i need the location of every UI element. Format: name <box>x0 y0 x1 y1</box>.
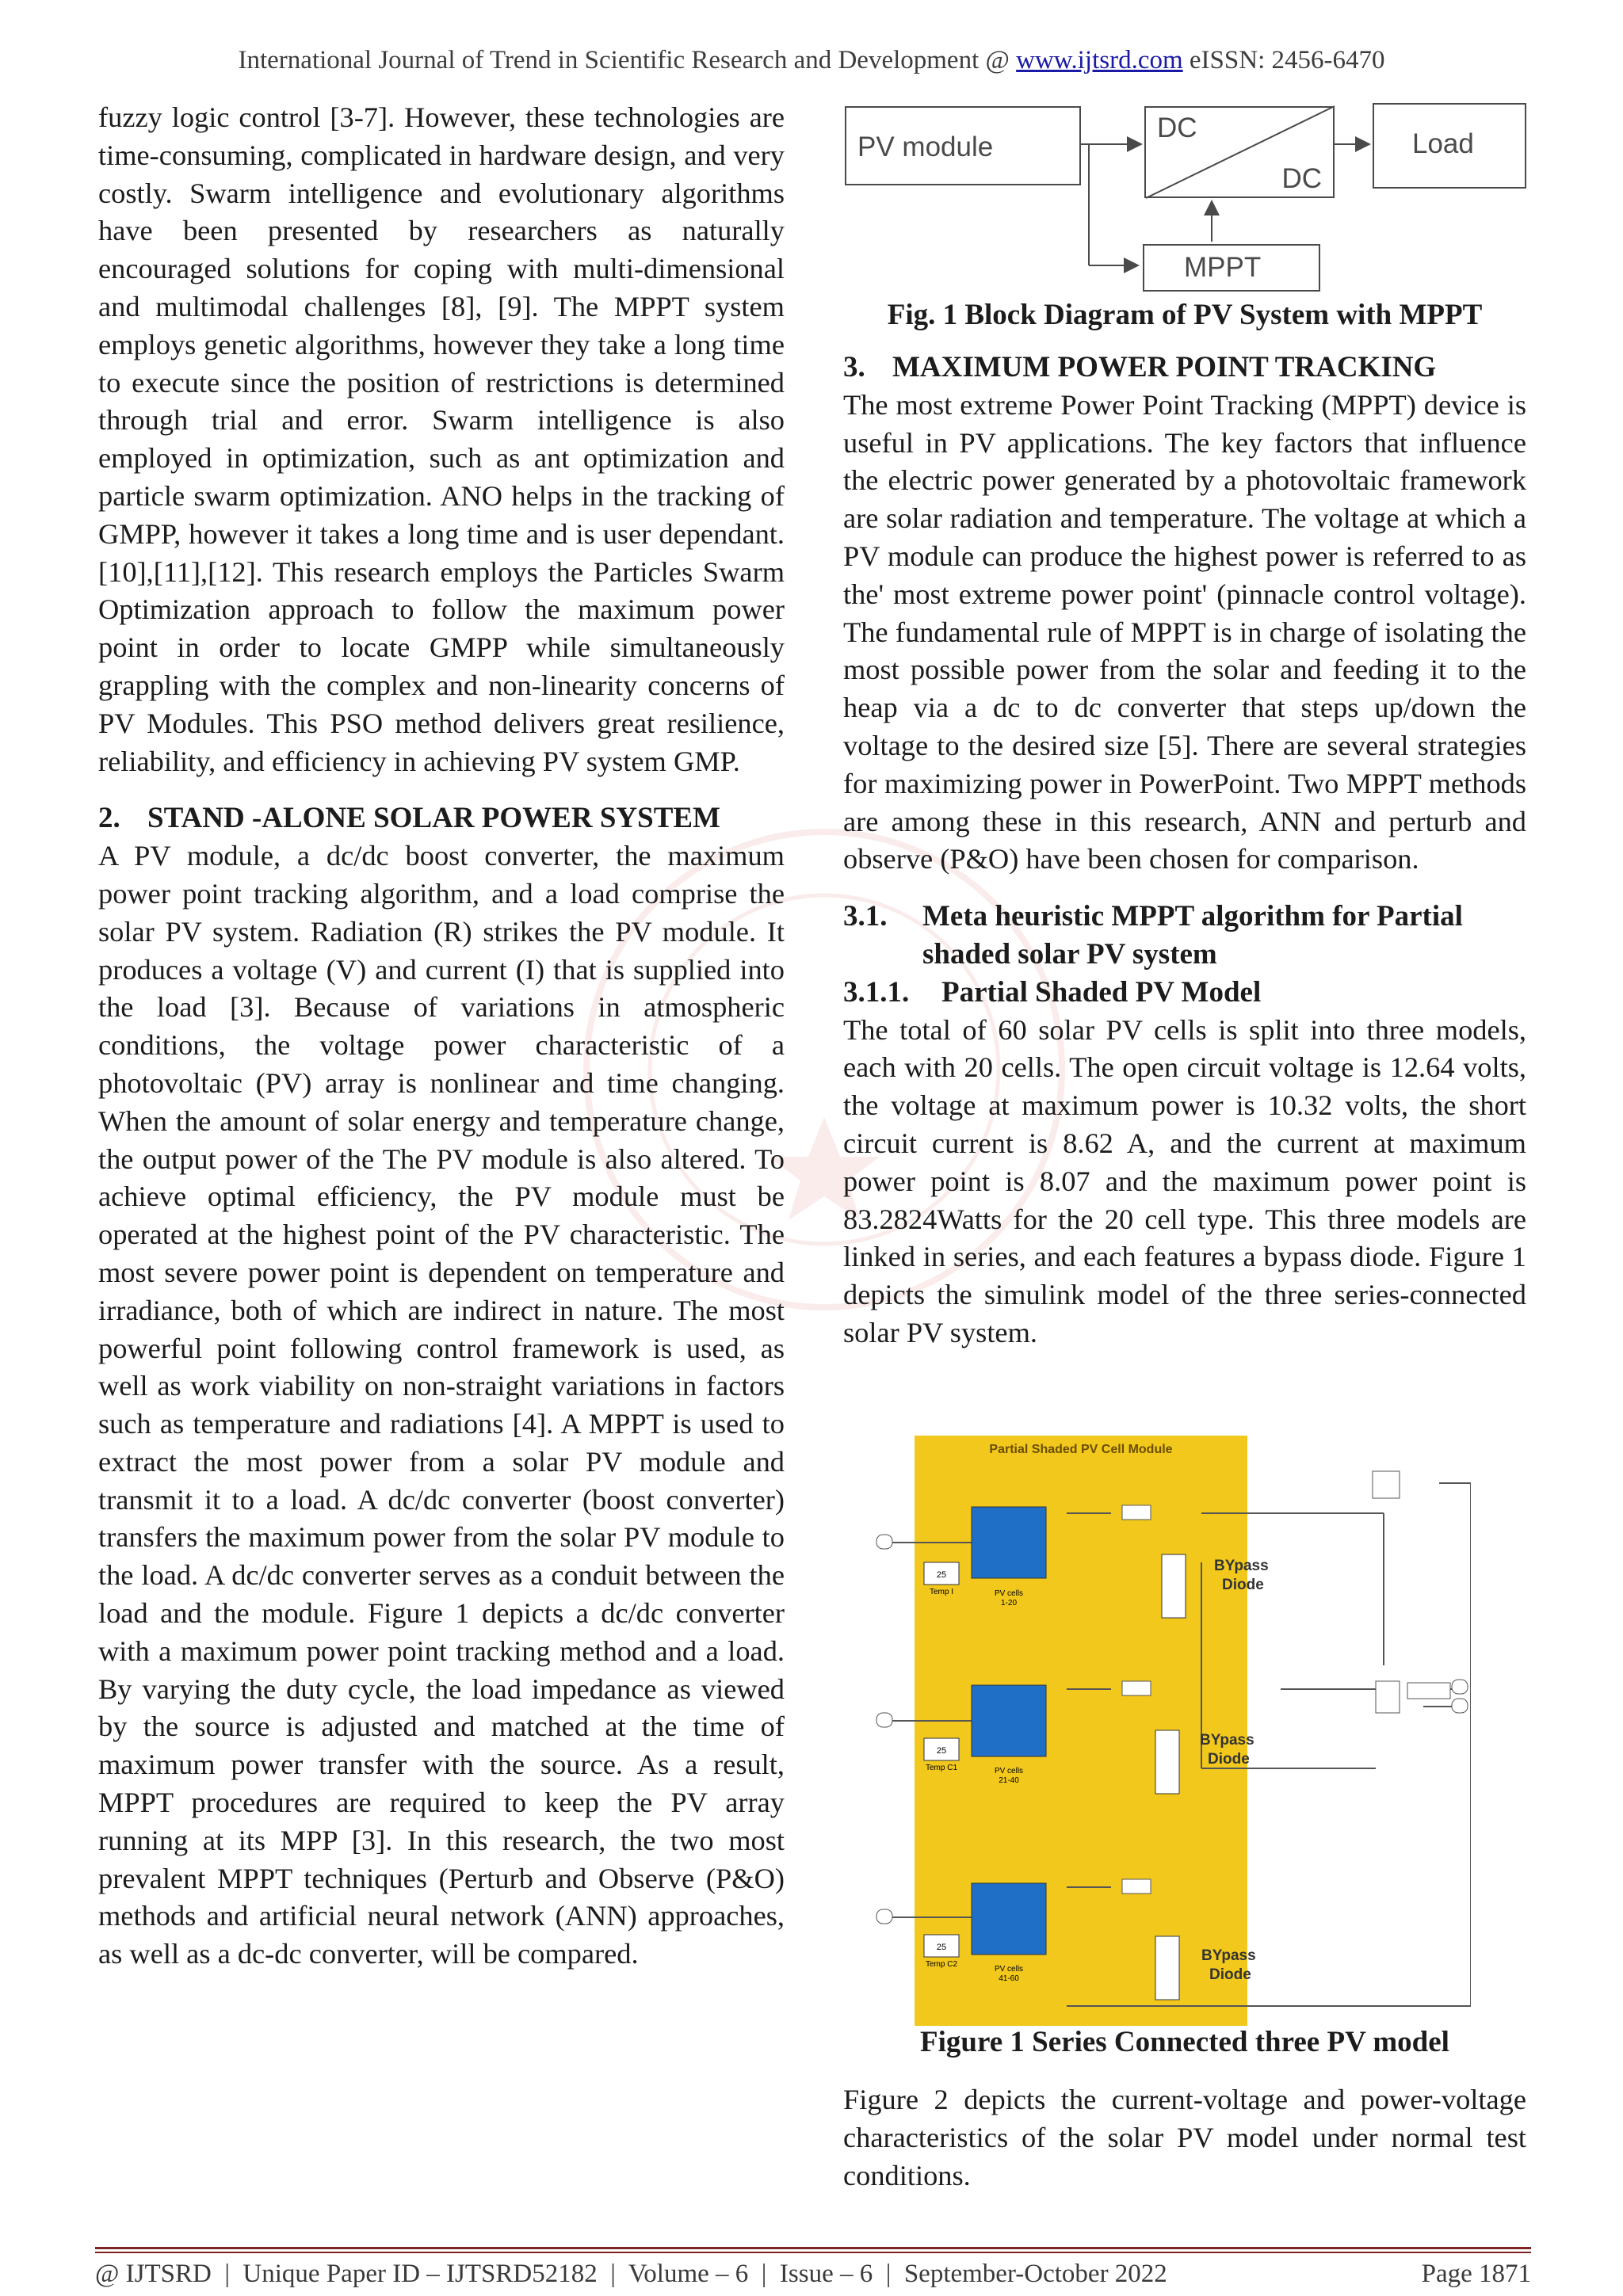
running-header <box>0 46 1623 75</box>
page-footer <box>95 2260 1531 2289</box>
page-number: Page 1871 <box>1421 2260 1531 2288</box>
footer-paper-info: @ IJTSRD | Unique Paper ID – IJTSRD52182 | Volume – 6 | Issue – 6 | September-October 2022 <box>95 2260 1167 2288</box>
block-diagram-figure <box>843 95 1529 293</box>
section-3-heading <box>843 349 1526 387</box>
bypass-label-2: BYpass <box>1200 1732 1254 1749</box>
journal-url-link[interactable]: www.ijtsrd.com <box>1016 46 1183 74</box>
pv-cells-label-2: PV cells <box>994 1767 1024 1775</box>
pv-cells-range-2: 21-40 <box>999 1776 1019 1785</box>
section-3-1-heading <box>843 898 1526 974</box>
dc-dc-converter-block <box>1144 106 1335 198</box>
section-2-heading <box>98 799 785 837</box>
section-3-1-1-title: Partial Shaded PV Model <box>941 975 1262 1009</box>
diode-label-3: Diode <box>1209 1966 1251 1983</box>
pv-cells-range-1: 1-20 <box>1000 1599 1018 1608</box>
diode-label-2: Diode <box>1208 1751 1250 1768</box>
bypass-label-1: BYpass <box>1214 1558 1269 1574</box>
section-3-paragraph: The most extreme Power Point Tracking (MPPT) device is useful in PV applications. The key factors that influence the electric power generated by a photovoltaic framework are solar radiation and temperature. The voltage at which a PV module can produce the highest power is referred to as the' most extreme power point' (pinnacle control voltage). The fundamental rule of MPPT is in charge of isolating the most possible power from the solar and feeding it to the heap via a dc to dc converter that steps up/down the voltage to the desired size [5]. There are several strategies for maximizing power in PowerPoint. Two MPPT methods are among these in this research, ANN and perturb and observe (P&O) have been chosen for comparison. <box>843 388 1526 875</box>
temp-constant-3: 25 <box>936 1943 947 1952</box>
temp-constant-2: 25 <box>936 1746 947 1756</box>
pv-cells-range-3: 41-60 <box>999 1974 1019 1983</box>
section-3-1-1-paragraph: The total of 60 solar PV cells is split into three models, each with 20 cells. The open circuit voltage is 12.64 volts, the voltage at maximum power is 10.32 volts, the short circuit current is 8.62 A, and the current at maximum power point is 8.07 and the maximum power point is 83.2824Watts for the 20 cell type. This three models are linked in series, and each features a bypass diode. Figure 1 depicts the simulink model of the three series-connected solar PV system. <box>843 1013 1526 1348</box>
section-3-number: 3. <box>843 351 865 383</box>
footer-rule-top <box>95 2247 1531 2249</box>
section-3-1-title: Meta heuristic MPPT algorithm for Partial shaded solar PV system <box>922 900 1463 971</box>
section-3-1-number: 3.1. <box>843 900 888 933</box>
shaded-module-background <box>915 1436 1247 2026</box>
module-title: Partial Shaded PV Cell Module <box>989 1443 1173 1456</box>
bypass-label-3: BYpass <box>1201 1947 1256 1964</box>
section-2-number: 2. <box>98 802 120 835</box>
closing-paragraph: Figure 2 depicts the current-voltage and power-voltage characteristics of the solar PV model under normal test conditions. <box>843 2084 1526 2191</box>
figure-2-caption: Figure 1 Series Connected three PV model <box>920 2026 1449 2058</box>
pv-module-block: PV module <box>845 106 1081 185</box>
temp-constant-1: 25 <box>936 1570 947 1580</box>
issn: eISSN: 2456-6470 <box>1182 46 1385 74</box>
footer-rule-bottom <box>95 2252 1531 2253</box>
figure-1-caption: Fig. 1 Block Diagram of PV System with MPPT <box>887 299 1483 331</box>
section-2-paragraph: A PV module, a dc/dc boost converter, the maximum power point tracking algorithm, and a load comprise the solar PV system. Radiation (R) strikes the PV module. It produces a voltage (V) and current (I) that is supplied into the load [3]. Because of variations in atmospheric conditions, the voltage power characteristic of a photovoltaic (PV) array is nonlinear and time changing. When the amount of solar energy and temperature change, the output power of the The PV module is also altered. To achieve optimal efficiency, the PV module must be operated at the highest point of the PV characteristic. The most severe power point is dependent on temperature and irradiance, both of which are indirect in nature. The most powerful point following control framework is used, as well as work viability on non-straight variations in factors such as temperature and radiations [4]. A MPPT is used to extract the most power from a solar PV module and transmit it to a load. A dc/dc converter (boost converter) transfers the maximum power from the solar PV module to the load. A dc/dc converter serves as a conduit between the load and the module. Figure 1 depicts a dc/dc converter with a maximum power point tracking method and a load. By varying the duty cycle, the load impedance as viewed by the source is adjusted and matched at the time of maximum power transfer with the source. As a result, MPPT procedures are required to keep the PV array running at its MPP [3]. In this research, the two most prevalent MPPT techniques (Perturb and Observe (P&O) methods and artificial neural network (ANN) approaches, as well as a dc-dc converter, will be compared. <box>98 840 785 1970</box>
mppt-block: MPPT <box>1143 244 1320 292</box>
section-3-1-1-heading <box>843 974 1526 1012</box>
section-3-title: MAXIMUM POWER POINT TRACKING <box>892 351 1437 383</box>
right-column <box>843 349 1526 1352</box>
temp-label-1: Temp I <box>929 1588 954 1596</box>
temp-label-3: Temp C2 <box>925 1960 958 1969</box>
closing-paragraph-block <box>843 2081 1526 2195</box>
simulink-pv-model-figure <box>869 1436 1471 2026</box>
load-block: Load <box>1373 103 1526 189</box>
dc-input-label: DC <box>1157 113 1197 143</box>
pv-cells-label-3: PV cells <box>994 1965 1024 1974</box>
section-2-title: STAND -ALONE SOLAR POWER SYSTEM <box>147 802 720 835</box>
journal-name: International Journal of Trend in Scientific Research and Development @ <box>238 46 1017 74</box>
section-3-1-1-number: 3.1.1. <box>843 975 910 1009</box>
pv-cells-label-1: PV cells <box>994 1589 1024 1598</box>
left-column <box>98 99 785 1974</box>
temp-label-2: Temp C1 <box>925 1764 958 1772</box>
dc-output-label: DC <box>1281 163 1322 194</box>
diode-label-1: Diode <box>1222 1577 1264 1593</box>
intro-paragraph: fuzzy logic control [3-7]. However, these technologies are time-consuming, complicated in hardware design, and very costly. Swarm intelligence and evolutionary algorithms have been presented by researchers as naturally encouraged solutions for coping with multi-dimensional and multimodal challenges [8], [9]. The MPPT system employs genetic algorithms, however they take a long time to execute since the position of restrictions is determined through trial and error. Swarm intelligence is also employed in optimization, such as ant optimization and particle swarm optimization. ANO helps in the tracking of GMPP, however it takes a long time and is user dependant. [10],[11],[12]. This research employs the Particles Swarm Optimization approach to follow the maximum power point in order to locate GMPP while simultaneously grappling with the complex and non-linearity concerns of PV Modules. This PSO method delivers great resilience, reliability, and efficiency in achieving PV system GMP. <box>98 101 785 777</box>
